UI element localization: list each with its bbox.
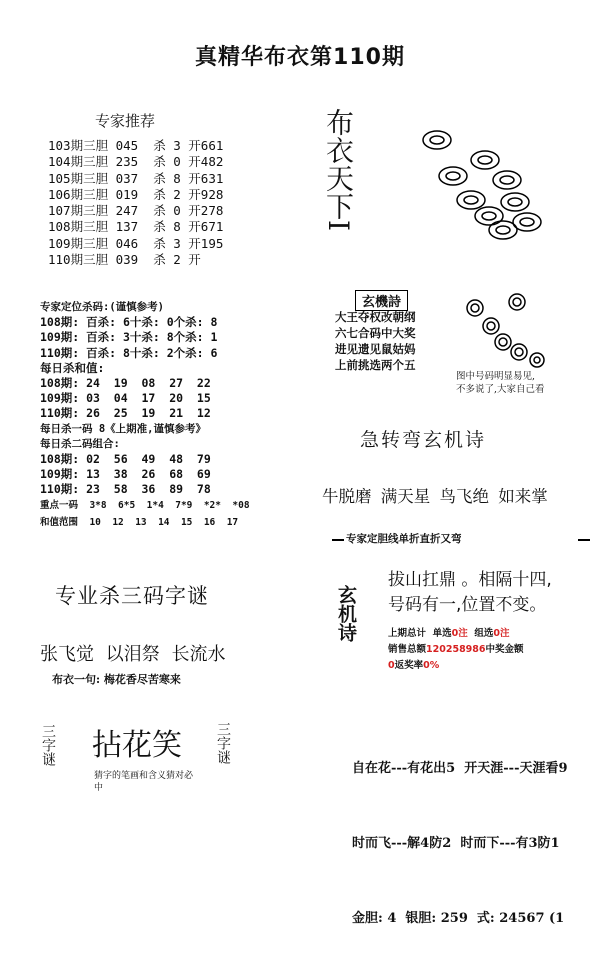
list-item: 108期: 02 56 49 48 79 [40, 451, 211, 466]
list-item: 104期三胆 235 杀 0 开482 [48, 154, 224, 170]
list-item: 110期: 26 25 19 21 12 [40, 406, 211, 421]
sum-heading: 每日杀和值: [40, 360, 105, 375]
list-item: 110期: 23 58 36 89 78 [40, 482, 211, 497]
key-code-row: 重点一码 3*8 6*5 1*4 7*9 *2* *08 [40, 500, 250, 512]
group-label: 组选 [474, 628, 494, 639]
list-item: 不多说了,大家自己看 [456, 384, 545, 395]
sales-value: 120258986 [426, 644, 486, 655]
sales-label: 销售总额 [388, 644, 427, 655]
riddle-title: 专业杀三码字谜 [55, 584, 209, 608]
list-item: 拔山扛鼎 。相隔十四, [388, 570, 552, 590]
list-item: 自在花---有花出5 开天涯---天涯看9 [352, 761, 568, 776]
animal-riddle-line: 牛脱磨 满天星 鸟飞绝 如来掌 [322, 487, 548, 506]
mystery-vertical-title: 玄机诗 [335, 585, 357, 642]
list-item: 六七合码中大奖 [335, 326, 416, 340]
single-label: 单选 [432, 628, 452, 639]
list-item: 109期: 13 38 26 68 69 [40, 467, 211, 482]
list-item: 109期: 03 04 17 20 15 [40, 391, 211, 406]
list-item: 107期三胆 247 杀 0 开278 [48, 203, 224, 219]
riddle-word: 拈花笑 [92, 728, 182, 763]
return-value: 0 [388, 660, 395, 671]
buyi-line: 布衣一句: 梅花香尽苦寒来 [52, 673, 181, 686]
riddle-label-left: 三字谜 [40, 724, 56, 766]
prize-label: 中奖金额 [485, 644, 524, 655]
mystery-poem [335, 309, 416, 373]
total-label: 上期总计 [388, 628, 427, 639]
list-item: 105期三胆 037 杀 8 开631 [48, 170, 224, 186]
riddle-hint: 猜字的笔画和含义猜对必中 [94, 771, 194, 793]
brain-teaser-title: 急转弯玄机诗 [360, 429, 487, 451]
expert-heading: 专家推荐 [95, 112, 156, 130]
list-item: 108期三胆 137 杀 8 开671 [48, 219, 224, 235]
list-item: 大王夺权改朝纲 [335, 310, 416, 324]
list-item: 109期: 百杀: 3十杀: 8个杀: 1 [40, 330, 218, 345]
stats-row-3 [388, 658, 524, 674]
riddle-label-right: 三字谜 [215, 722, 231, 764]
list-item: 图中号码明显易见, [456, 371, 536, 382]
list-item: 号码有一,位置不变。 [388, 595, 547, 615]
list-item: 110期三胆 039 杀 2 开 [48, 252, 201, 268]
kill-heading: 专家定位杀码:(谨慎参考) [40, 301, 164, 313]
list-item: 金胆: 4 银胆: 259 式: 24567 (1 [352, 911, 565, 926]
number-chain-art-mid [455, 290, 565, 368]
image-caption [456, 370, 545, 396]
list-item: 进见遗见鼠姑妈 [335, 342, 416, 356]
return-label: 返奖率 [394, 660, 424, 671]
mystery-poem-title: 玄機詩 [355, 290, 408, 311]
list-item: 103期三胆 045 杀 3 开661 [48, 138, 224, 153]
buyi-vertical-title: 布衣天下I [322, 108, 355, 232]
list-item: 106期三胆 019 杀 2 开928 [48, 186, 224, 202]
one-code-heading: 每日杀一码 8《上期准,谨慎参考》 [40, 422, 206, 435]
group-value: 0注 [493, 628, 510, 639]
flower-hint-block [352, 706, 568, 956]
page-title: 真精华布衣第110期 [195, 45, 405, 70]
return-percent: 0% [423, 660, 440, 671]
kill-code-section [40, 300, 290, 531]
two-code-heading: 每日杀二码组合: [40, 437, 120, 450]
riddle-poem: 张飞觉 以泪祭 长流水 [40, 644, 226, 665]
number-chain-art-top [415, 118, 565, 248]
list-item: 108期: 24 19 08 27 22 [40, 375, 211, 390]
single-value: 0注 [451, 628, 468, 639]
list-item: 108期: 百杀: 6十杀: 0个杀: 8 [40, 315, 218, 330]
expert-picks-list [48, 138, 223, 268]
list-item: 上前挑选两个五 [335, 358, 416, 372]
list-item: 109期三胆 046 杀 3 开195 [48, 235, 224, 251]
pick-poem [388, 568, 552, 618]
list-item: 110期: 百杀: 8十杀: 2个杀: 6 [40, 345, 218, 360]
sales-stats [388, 626, 524, 674]
stats-row-1 [388, 626, 524, 642]
sum-range-row: 和值范围 10 12 13 14 15 16 17 [40, 517, 239, 529]
stats-row-2 [388, 642, 524, 658]
expert-dan-line: 专家定胆线单折直折又弯 [346, 533, 462, 545]
list-item: 时而飞---解4防2 时而下---有3防1 [352, 836, 560, 851]
